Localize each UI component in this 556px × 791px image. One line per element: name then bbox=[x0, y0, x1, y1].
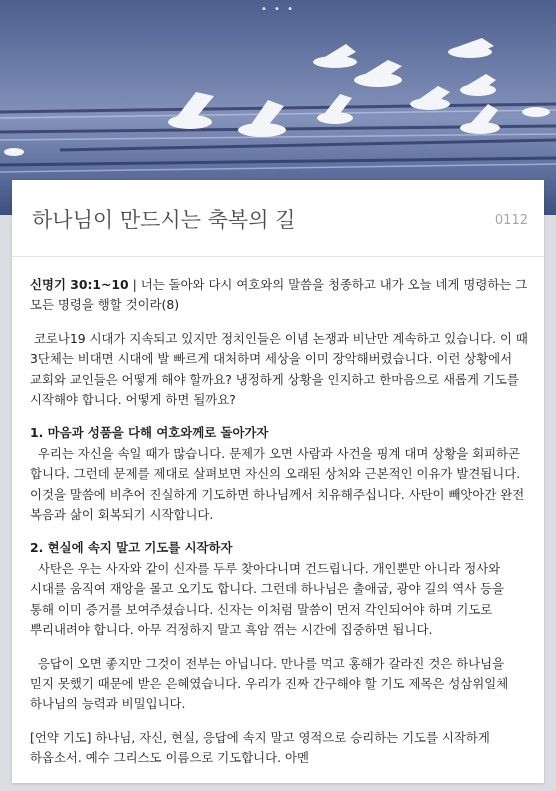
devotional-card bbox=[12, 180, 544, 783]
verse-text: | 너는 돌아와 다시 여호와의 말씀을 청종하고 내가 오늘 네게 명령하는 그 모든 명령을 행할 것이라(8) bbox=[30, 277, 532, 313]
covenant-prayer: [언약 기도] 하나님, 자신, 현실, 응답에 속지 말고 영적으로 승리하는 기도를 시작하게 하옵소서. 예수 그리스도 이름으로 기도합니다. 아멘 bbox=[30, 729, 494, 766]
section-2-text: 사탄은 우는 사자와 같이 신자를 두루 찾아다니며 건드립니다. 개인뿐만 아니라 정사와 시대를 움직여 재앙을 몰고 오기도 합니다. 그런데 하나님은 출애굽, 광야 길의 역사 등을 통해 이미 증거를 보여주셨습니다. 신자는 이처럼 말씀이 먼저 각인되어야 하며 기도로 뿌리내려야 합니다. 아무 걱정하지 말고 흑암 꺾는 시간에 집중하면 됩니다. bbox=[30, 560, 509, 638]
verse-reference: 신명기 30:1~10 bbox=[30, 277, 129, 292]
page-indicator-dots: • • • bbox=[260, 4, 296, 15]
section-2-heading: 2. 현실에 속지 말고 기도를 시작하자 bbox=[30, 540, 233, 556]
card-header bbox=[12, 180, 544, 257]
intro-paragraph: 코로나19 시대가 지속되고 있지만 정치인들은 이념 논쟁과 비난만 계속하고 있습니다. 이 때 3단체는 비대면 시대에 발 빠르게 대처하며 세상을 이미 장악해버렸습니다. 이런 상황에서 교회와 교인들은 어떻게 해야 할까요? 냉정하게 상황을 인지하고 한마음으로 새롭게 기도를 시작해야 합니다. 어떻게 하면 될까요? bbox=[30, 330, 532, 408]
section-1-text: 우리는 자신을 속일 때가 많습니다. 문제가 오면 사람과 사건을 핑계 대며 상황을 회피하곤 합니다. 그런데 문제를 제대로 살펴보면 자신의 오래된 상처와 근본적인 이유가 발견됩니다. 이것을 말씀에 비추어 진실하게 기도하면 하나님께서 치유해주십니다. 사탄이 빼앗아간 완전 복음과 삶이 회복되기 시작합니다. bbox=[30, 445, 529, 523]
post-number: 0112 bbox=[494, 213, 528, 228]
post-title: 하나님이 만드시는 축복의 길 bbox=[32, 208, 296, 232]
closing-paragraph: 응답이 오면 좋지만 그것이 전부는 아닙니다. 만나를 먹고 홍해가 갈라진 것은 하나님을 믿지 못했기 때문에 받은 은혜였습니다. 우리가 진짜 간구해야 할 기도 제목은 성삼위일체 하나님의 능력과 비밀입니다. bbox=[30, 655, 513, 712]
scripture-verse bbox=[30, 275, 530, 316]
post-body bbox=[30, 275, 530, 769]
section-1-heading: 1. 마음과 성품을 다해 여호와께로 돌아가자 bbox=[30, 425, 269, 441]
